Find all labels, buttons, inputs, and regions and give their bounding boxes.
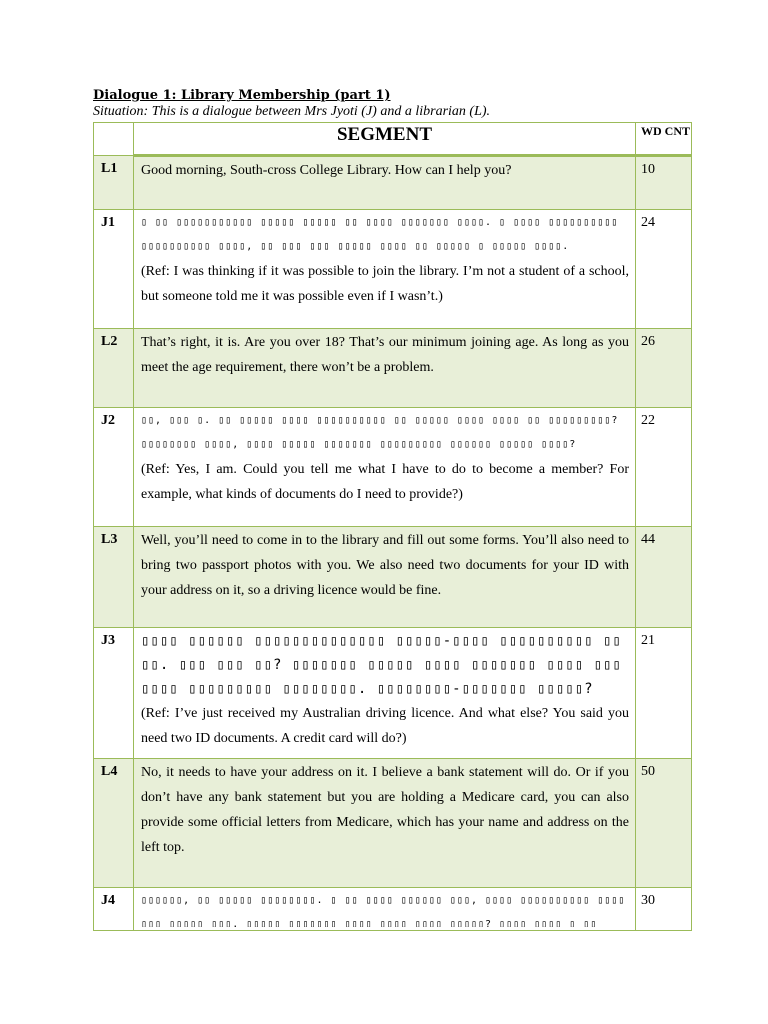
segment-cell (134, 888, 636, 931)
speaker-id: J3 (94, 628, 134, 759)
segment-cell (134, 408, 636, 527)
table-row (94, 156, 692, 210)
word-count: 22 (636, 408, 692, 527)
segment-header: SEGMENT (134, 123, 636, 156)
word-count-header: WD CNT (636, 123, 692, 156)
segment-cell (134, 156, 636, 210)
speaker-id: J1 (94, 210, 134, 329)
table-row (94, 329, 692, 408)
segment-clip (141, 889, 629, 927)
segment-cell (134, 527, 636, 628)
segment-cell (134, 210, 636, 329)
foreign-script-text: ▯▯▯▯▯▯, ▯▯ ▯▯▯▯▯ ▯▯▯▯▯▯▯▯. ▯ ▯▯ ▯▯▯▯ ▯▯▯▯▯▯ ▯▯▯, ▯▯▯▯ ▯▯▯▯▯▯▯▯▯▯ ▯▯▯▯ ▯▯▯ ▯▯▯▯▯ ▯▯▯. ▯▯▯▯▯ ▯▯▯▯▯▯▯ ▯▯▯▯ ▯▯▯▯ ▯▯▯▯ ▯▯▯▯▯? ▯▯▯▯ ▯▯▯▯ ▯ ▯▯ (141, 895, 626, 927)
segment-cell (134, 759, 636, 888)
header-id-cell (94, 123, 134, 156)
foreign-script-text: ▯▯, ▯▯▯ ▯. ▯▯ ▯▯▯▯▯ ▯▯▯▯ ▯▯▯▯▯▯▯▯▯▯ ▯▯ ▯▯▯▯▯ ▯▯▯▯ ▯▯▯▯ ▯▯ ▯▯▯▯▯▯▯▯▯? ▯▯▯▯▯▯▯▯ ▯▯▯▯, ▯▯▯▯ ▯▯▯▯▯ ▯▯▯▯▯▯▯ ▯▯▯▯▯▯▯▯▯ ▯▯▯▯▯▯ ▯▯▯▯▯ ▯▯▯▯? (141, 415, 619, 450)
word-count: 21 (636, 628, 692, 759)
segment-text: That’s right, it is. Are you over 18? That’s our minimum joining age. As long as you meet the age requirement, there won’t be a problem. (141, 335, 629, 375)
segment-text: Well, you’ll need to come in to the library and fill out some forms. You’ll also need to bring two passport photos with you. We also need two documents for your ID with your address on it, so a driving licence would be fine. (141, 533, 629, 598)
word-count: 10 (636, 156, 692, 210)
dialogue-table (93, 122, 692, 931)
speaker-id: J4 (94, 888, 134, 931)
word-count: 24 (636, 210, 692, 329)
table-row (94, 408, 692, 527)
word-count: 44 (636, 527, 692, 628)
speaker-id: L1 (94, 156, 134, 210)
table-row (94, 888, 692, 931)
speaker-id: L4 (94, 759, 134, 888)
segment-text: Good morning, South-cross College Library. How can I help you? (141, 163, 512, 178)
situation-text: Situation: This is a dialogue between Mrs Jyoti (J) and a librarian (L). (93, 104, 491, 119)
header-row (94, 123, 692, 156)
reference-translation: (Ref: I was thinking if it was possible to join the library. I’m not a student of a school, but someone told me it was possible even if I wasn’t.) (141, 264, 629, 304)
speaker-id: J2 (94, 408, 134, 527)
table-row (94, 628, 692, 759)
foreign-script-text: ▯ ▯▯ ▯▯▯▯▯▯▯▯▯▯▯ ▯▯▯▯▯ ▯▯▯▯▯ ▯▯ ▯▯▯▯ ▯▯▯▯▯▯▯ ▯▯▯▯. ▯ ▯▯▯▯ ▯▯▯▯▯▯▯▯▯▯ ▯▯▯▯▯▯▯▯▯▯ ▯▯▯▯, ▯▯ ▯▯▯ ▯▯▯ ▯▯▯▯▯ ▯▯▯▯ ▯▯ ▯▯▯▯▯ ▯ ▯▯▯▯▯ ▯▯▯▯. (141, 217, 619, 252)
foreign-script-text: ▯▯▯▯ ▯▯▯▯▯▯ ▯▯▯▯▯▯▯▯▯▯▯▯▯▯ ▯▯▯▯▯-▯▯▯▯ ▯▯▯▯▯▯▯▯▯▯ ▯▯▯▯. ▯▯▯ ▯▯▯ ▯▯? ▯▯▯▯▯▯▯ ▯▯▯▯▯ ▯▯▯▯ ▯▯▯▯▯▯▯ ▯▯▯▯ ▯▯▯▯▯▯▯ ▯▯▯▯▯▯▯▯▯ ▯▯▯▯▯▯▯▯. ▯▯▯▯▯▯▯▯-▯▯▯▯▯▯▯ ▯▯▯▯▯? (141, 633, 622, 697)
speaker-id: L2 (94, 329, 134, 408)
word-count: 30 (636, 888, 692, 931)
segment-cell (134, 329, 636, 408)
segment-cell (134, 628, 636, 759)
document-page (93, 88, 691, 931)
dialogue-title: Dialogue 1: Library Membership (part 1) (93, 88, 391, 103)
word-count: 26 (636, 329, 692, 408)
word-count: 50 (636, 759, 692, 888)
reference-translation: (Ref: Yes, I am. Could you tell me what I have to do to become a member? For example, what kinds of documents do I need to provide?) (141, 462, 629, 502)
segment-text: No, it needs to have your address on it. I believe a bank statement will do. Or if you don’t have any bank statement but you are holding a Medicare card, you can also provide some official letters from Medicare, which has your name and address on the left top. (141, 765, 629, 855)
table-row (94, 759, 692, 888)
reference-translation: (Ref: I’ve just received my Australian driving licence. And what else? You said you need two ID documents. A credit card will do?) (141, 706, 629, 746)
table-row (94, 527, 692, 628)
table-row (94, 210, 692, 329)
speaker-id: L3 (94, 527, 134, 628)
